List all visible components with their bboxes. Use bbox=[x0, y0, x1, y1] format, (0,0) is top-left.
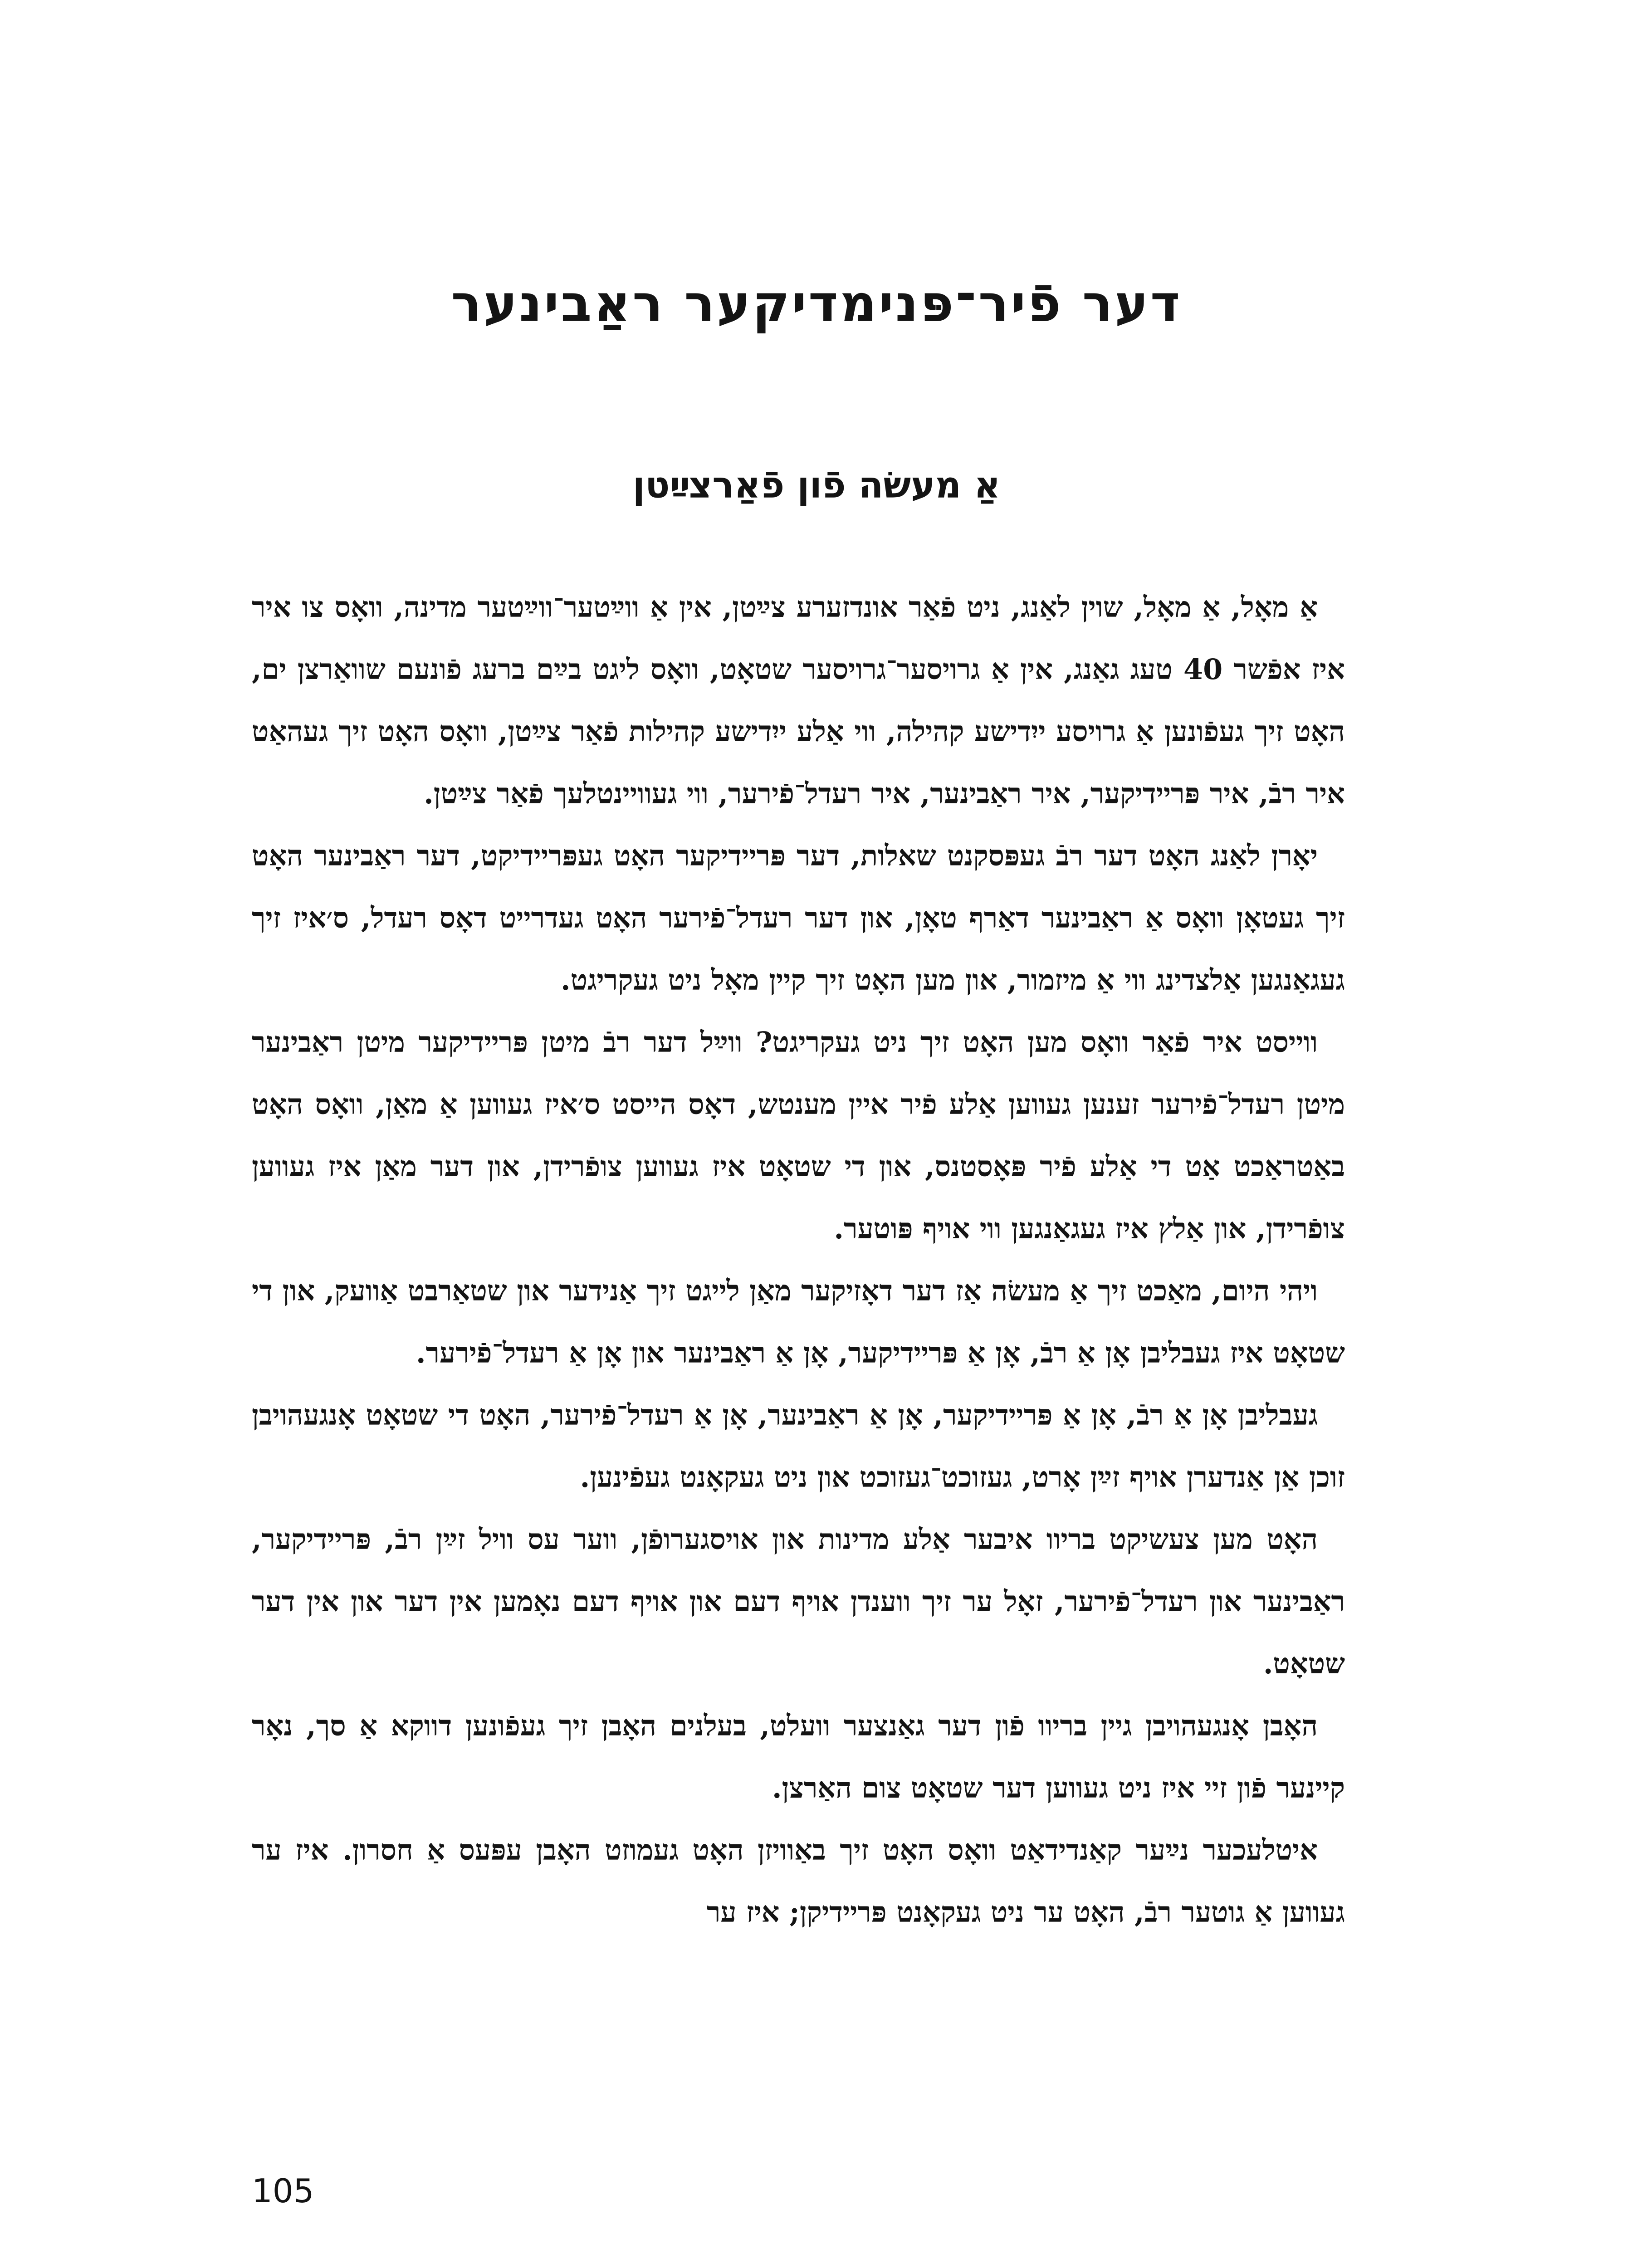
page-title: דער פֿיר־פּנימדיקער ראַבינער bbox=[451, 274, 1182, 333]
paragraph: אַ מאָל, אַ מאָל, שוין לאַנג, ניט פֿאַר אונדזערע צײַטן, אין אַ ווײַטער־ווײַטער מדינה, וואָס צו איר איז אפֿשר 40 טעג גאַנג, אין אַ גרויסער־גרויסער שטאָט, וואָס ליגט בײַם ברעג פֿונעם שוואַרצן ים, האָט זיך געפֿונען אַ גרויסע ייִדישע קהילה, ווי אַלע ייִדישע קהילות פֿאַר צײַטן, וואָס האָט זיך געהאַט איר רבֿ, איר פּריידיקער, איר ראַבינער, איר רעדל־פֿירער, ווי געוויינטלעך פֿאַר צײַטן. bbox=[252, 591, 1345, 810]
body-text bbox=[252, 576, 1345, 1943]
paragraph: ווייסט איר פֿאַר וואָס מען האָט זיך ניט געקריגט? ווײַל דער רבֿ מיטן פּריידיקער מיטן ראַבינער מיטן רעדל־פֿירער זענען געווען אַלע פֿיר איין מענטש, דאָס הייסט ס׳איז געווען אַ מאַן, וואָס האָט באַטראַכט אַט די אַלע פֿיר פּאָסטנס, און די שטאָט איז געווען צופֿרידן, און דער מאַן איז געווען צופֿרידן, און אַלץ איז געגאַנגען ווי אויף פּוטער. bbox=[252, 1026, 1345, 1245]
paragraph: האָט מען צעשיקט בריוו איבער אַלע מדינות און אויסגערופֿן, ווער עס וויל זײַן רבֿ, פּריידיקער, ראַבינער און רעדל־פֿירער, זאָל ער זיך ווענדן אויף דעם און אויף דעם נאָמען אין דער און אין דער שטאָט. bbox=[252, 1523, 1345, 1680]
page-number: 105 bbox=[252, 2172, 314, 2210]
page-subtitle: אַ מעשׂה פֿון פֿאַרצײַטן bbox=[632, 464, 1001, 506]
paragraph: ויהי היום, מאַכט זיך אַ מעשׂה אַז דער דאָזיקער מאַן לייגט זיך אַנידער און שטאַרבט אַוועק, און די שטאָט איז געבליבן אָן אַ רבֿ, אָן אַ פּריידיקער, אָן אַ ראַבינער און אָן אַ רעדל־פֿירער. bbox=[252, 1274, 1345, 1369]
paragraph: יאָרן לאַנג האָט דער רבֿ געפּסקנט שאלות, דער פּריידיקער האָט געפּריידיקט, דער ראַבינער האָט זיך געטאָן וואָס אַ ראַבינער דאַרף טאָן, און דער רעדל־פֿירער האָט געדרייט דאָס רעדל, ס׳איז זיך געגאַנגען אַלצדינג ווי אַ מיזמור, און מען האָט זיך קיין מאָל ניט געקריגט. bbox=[252, 839, 1345, 997]
paragraph: האָבן אָנגעהויבן גיין בריוו פֿון דער גאַנצער וועלט, בעלנים האָבן זיך געפֿונען דווקא אַ סך, נאָר קיינער פֿון זיי איז ניט געווען דער שטאָט צום האַרצן. bbox=[252, 1709, 1345, 1804]
paragraph: איטלעכער נײַער קאַנדידאַט וואָס האָט זיך באַוויזן האָט געמוזט האָבן עפּעס אַ חסרון. איז ער געווען אַ גוטער רבֿ, האָט ער ניט געקאָנט פּריידיקן; איז ער bbox=[252, 1833, 1345, 1929]
paragraph: געבליבן אָן אַ רבֿ, אָן אַ פּריידיקער, אָן אַ ראַבינער, אָן אַ רעדל־פֿירער, האָט די שטאָט אָנגעהויבן זוכן אַן אַנדערן אויף זײַן אָרט, געזוכט־געזוכט און ניט געקאָנט געפֿינען. bbox=[252, 1398, 1345, 1494]
